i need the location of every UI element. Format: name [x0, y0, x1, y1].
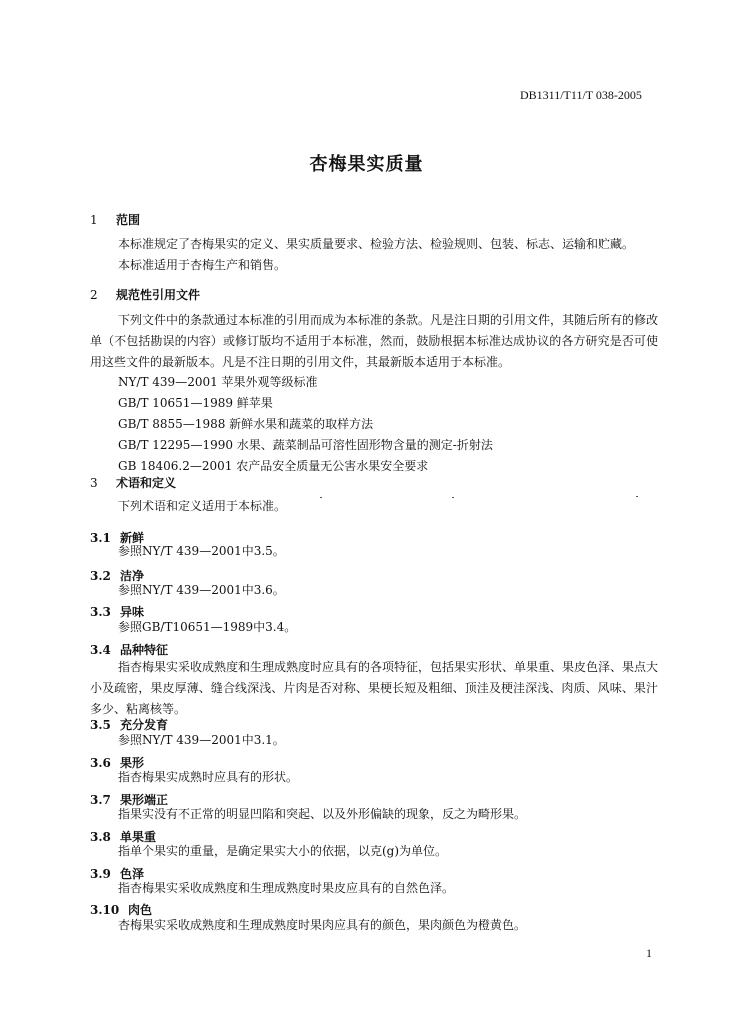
term-number: 3.9 — [90, 867, 111, 881]
term-3-9-text: 指杏梅果实采收成熟度和生理成熟度时果皮应具有的自然色泽。 — [118, 881, 455, 895]
term-3-2-text: 参照NY/T 439—2001中3.6。 — [118, 583, 285, 597]
term-title: 单果重 — [120, 830, 157, 844]
section-1-heading — [90, 211, 140, 228]
page-number: 1 — [646, 946, 652, 960]
scan-speck — [320, 497, 322, 498]
term-number: 3.4 — [90, 643, 111, 657]
section-title: 范围 — [116, 213, 141, 227]
term-number: 3.3 — [90, 605, 111, 619]
term-3-3-text: 参照GB/T10651—1989中3.4。 — [118, 620, 297, 634]
term-number: 3.7 — [90, 793, 111, 807]
scan-speck — [636, 496, 638, 497]
term-title: 肉色 — [128, 903, 153, 917]
section-2-paragraph: 下列文件中的条款通过本标准的引用而成为本标准的条款。凡是注日期的引用文件，其随后所有的修改单（不包括勘误的内容）或修订版均不适用于本标准，然而，鼓励根据本标准达成协议的各方研究是否可使用这些文件的最新版本。凡是不注日期的引用文件，其最新版本适用于本标准。 — [90, 313, 659, 369]
section-number: 2 — [90, 288, 98, 302]
reference-item: NY/T 439—2001 苹果外观等级标准 — [118, 375, 318, 389]
term-title: 洁净 — [120, 569, 145, 583]
section-1-paragraph-2: 本标准适用于杏梅生产和销售。 — [118, 258, 287, 272]
term-number: 3.8 — [90, 830, 111, 844]
term-number: 3.5 — [90, 718, 111, 732]
section-number: 3 — [90, 476, 98, 490]
term-number: 3.2 — [90, 569, 111, 583]
document-number: DB1311/T11/T 038-2005 — [520, 88, 642, 102]
term-3-4-text: 指杏梅果实采收成熟度和生理成熟度时应具有的各项特征，包括果实形状、单果重、果皮色泽、果点大小及疏密，果皮厚薄、缝合线深浅、片肉是否对称、果梗长短及粗细、顶洼及梗洼深浅、肉质、风味、果汁多少、粘离核等。 — [90, 660, 659, 716]
term-title: 异味 — [120, 605, 145, 619]
reference-item: GB/T 10651—1989 鲜苹果 — [118, 396, 273, 410]
term-3-10-text: 杏梅果实采收成熟度和生理成熟度时果肉应具有的颜色，果肉颜色为橙黄色。 — [118, 918, 527, 932]
section-2-heading — [90, 286, 200, 303]
term-number: 3.6 — [90, 756, 111, 770]
term-title: 果形端正 — [120, 793, 169, 807]
term-3-6-text: 指杏梅果实成熟时应具有的形状。 — [118, 770, 299, 784]
term-title: 充分发育 — [120, 718, 169, 732]
term-title: 果形 — [120, 756, 145, 770]
term-3-5-text: 参照NY/T 439—2001中3.1。 — [118, 733, 285, 747]
reference-item: GB 18406.2—2001 农产品安全质量无公害水果安全要求 — [118, 459, 429, 473]
document-title: 杏梅果实质量 — [309, 154, 424, 175]
term-title: 品种特征 — [120, 643, 169, 657]
term-number: 3.1 — [90, 531, 111, 545]
section-3-paragraph: 下列术语和定义适用于本标准。 — [118, 499, 287, 513]
term-3-1-text: 参照NY/T 439—2001中3.5。 — [118, 544, 285, 558]
term-number: 3.10 — [90, 903, 120, 917]
scan-speck — [452, 497, 454, 498]
section-3-heading — [90, 474, 176, 491]
term-title: 色泽 — [120, 867, 145, 881]
reference-item: GB/T 12295—1990 水果、蔬菜制品可溶性固形物含量的测定-折射法 — [118, 438, 493, 452]
term-3-4-heading — [90, 641, 168, 658]
reference-item: GB/T 8855—1988 新鲜水果和蔬菜的取样方法 — [118, 417, 374, 431]
section-1-paragraph-1: 本标准规定了杏梅果实的定义、果实质量要求、检验方法、检验规则、包装、标志、运输和贮藏。 — [118, 237, 635, 251]
term-title: 新鲜 — [120, 531, 145, 545]
section-title: 规范性引用文件 — [116, 288, 201, 302]
term-3-8-text: 指单个果实的重量，是确定果实大小的依据，以克(g)为单位。 — [118, 844, 448, 858]
term-3-7-text: 指果实没有不正常的明显凹陷和突起、以及外形偏缺的现象，反之为畸形果。 — [118, 807, 527, 821]
section-title: 术语和定义 — [116, 476, 177, 490]
section-number: 1 — [90, 213, 98, 227]
